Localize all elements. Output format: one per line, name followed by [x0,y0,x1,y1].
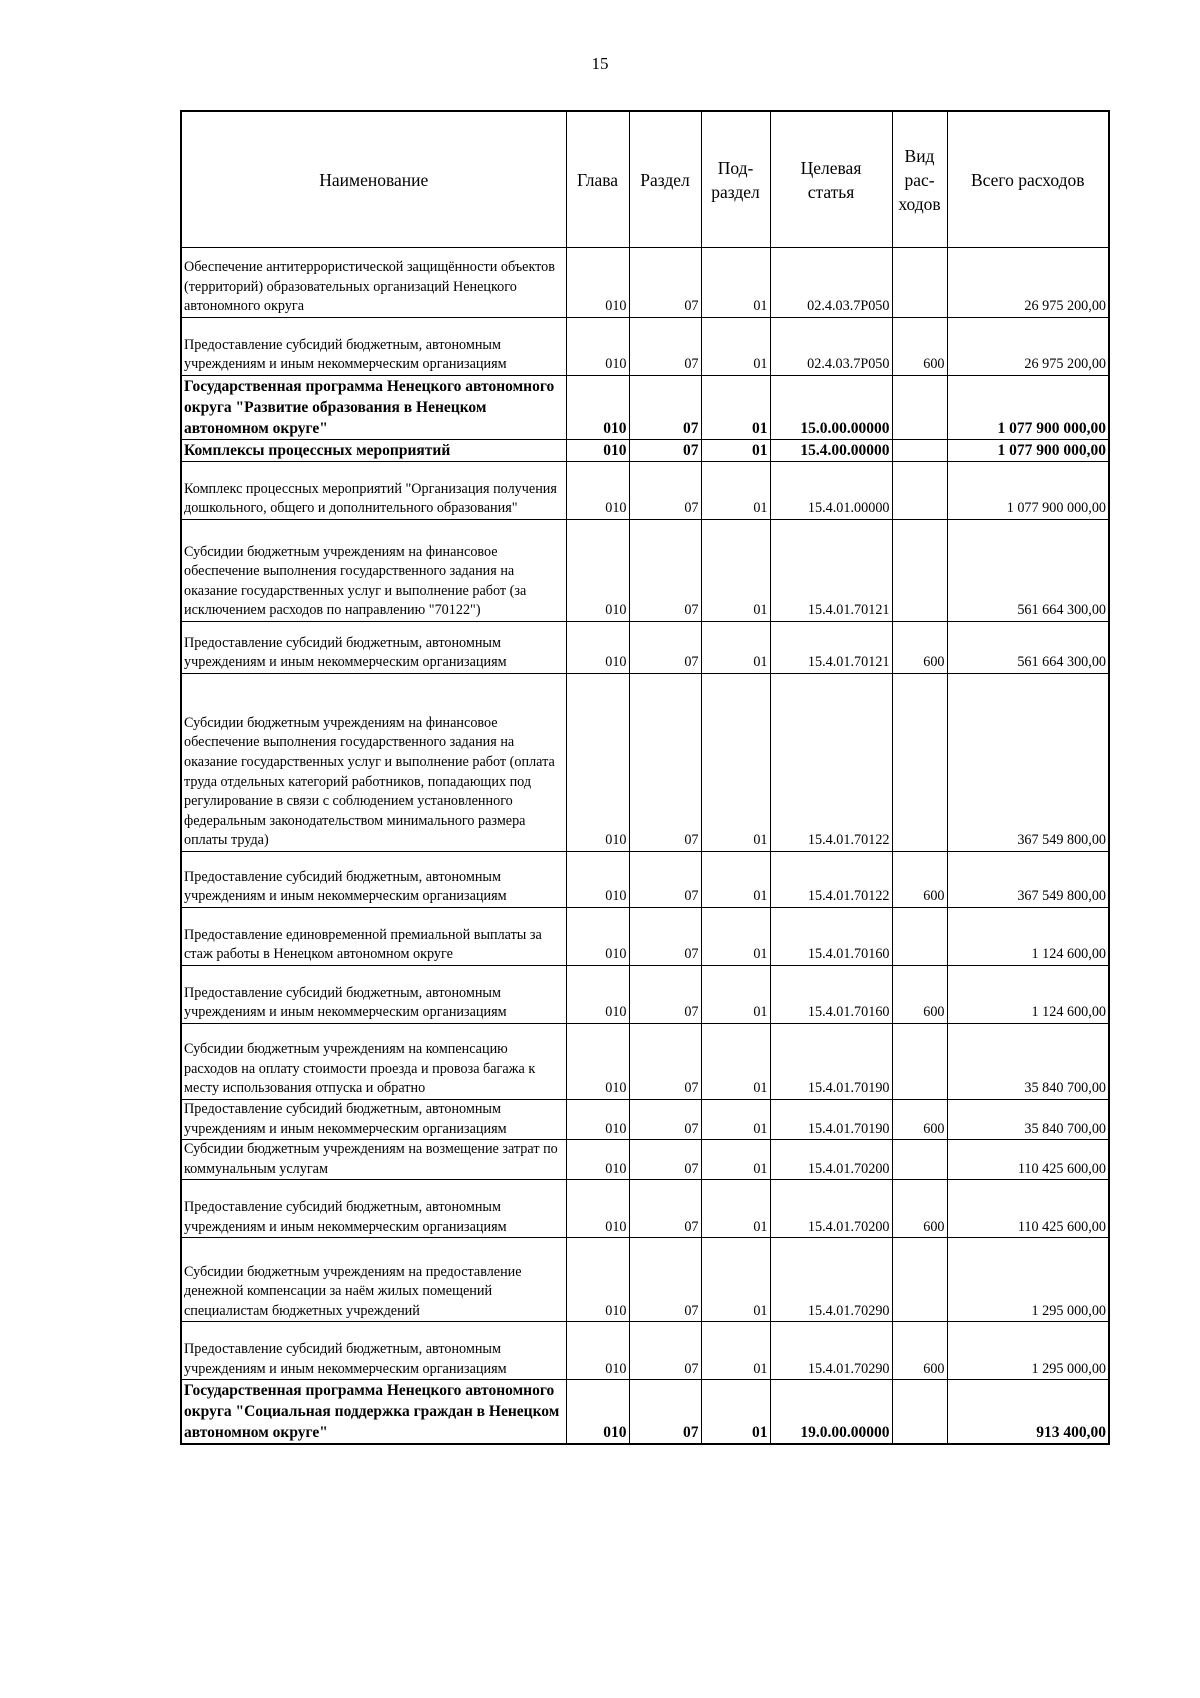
cell-razdel: 07 [629,1100,701,1140]
cell-glava: 010 [566,248,629,318]
cell-total: 35 840 700,00 [947,1024,1109,1100]
cell-vid: 600 [892,318,947,376]
page-number: 15 [591,54,609,73]
cell-glava: 010 [566,674,629,852]
cell-name: Предоставление субсидий бюджетным, автономным учреждениям и иным некоммерческим организациям [181,622,566,674]
cell-name: Государственная программа Ненецкого автономного округа "Развитие образования в Ненецком автономном округе" [181,376,566,440]
cell-name: Предоставление субсидий бюджетным, автономным учреждениям и иным некоммерческим организациям [181,852,566,908]
table-row [181,376,1109,440]
cell-vid [892,440,947,462]
cell-name: Предоставление субсидий бюджетным, автономным учреждениям и иным некоммерческим организациям [181,1100,566,1140]
cell-total: 1 077 900 000,00 [947,440,1109,462]
cell-glava: 010 [566,462,629,520]
cell-glava: 010 [566,376,629,440]
cell-razdel: 07 [629,248,701,318]
cell-total: 35 840 700,00 [947,1100,1109,1140]
cell-vid [892,1024,947,1100]
cell-podrazdel: 01 [701,1140,770,1180]
cell-podrazdel: 01 [701,1180,770,1238]
cell-statya: 15.4.01.00000 [770,462,892,520]
cell-glava: 010 [566,1380,629,1445]
cell-razdel: 07 [629,1322,701,1380]
cell-total: 561 664 300,00 [947,622,1109,674]
cell-razdel: 07 [629,376,701,440]
cell-razdel: 07 [629,852,701,908]
cell-razdel: 07 [629,440,701,462]
table-header-row [181,111,1109,248]
cell-razdel: 07 [629,318,701,376]
cell-podrazdel: 01 [701,1380,770,1445]
cell-total: 110 425 600,00 [947,1140,1109,1180]
table-row [181,318,1109,376]
cell-name: Предоставление субсидий бюджетным, автономным учреждениям и иным некоммерческим организациям [181,318,566,376]
cell-podrazdel: 01 [701,908,770,966]
header-total: Всего расходов [947,111,1109,248]
cell-name: Субсидии бюджетным учреждениям на компенсацию расходов на оплату стоимости проезда и провоза багажа к месту использования отпуска и обратно [181,1024,566,1100]
cell-razdel: 07 [629,1024,701,1100]
cell-vid: 600 [892,966,947,1024]
cell-total: 1 077 900 000,00 [947,376,1109,440]
header-razdel: Раздел [629,111,701,248]
cell-statya: 15.4.01.70122 [770,674,892,852]
cell-total: 367 549 800,00 [947,674,1109,852]
cell-podrazdel: 01 [701,622,770,674]
cell-razdel: 07 [629,966,701,1024]
cell-statya: 15.4.01.70290 [770,1238,892,1322]
budget-table [180,110,1110,1445]
cell-name: Обеспечение антитеррористической защищённости объектов (территорий) образовательных организаций Ненецкого автономного округа [181,248,566,318]
cell-statya: 02.4.03.7P050 [770,248,892,318]
cell-razdel: 07 [629,622,701,674]
cell-total: 1 124 600,00 [947,908,1109,966]
cell-total: 1 077 900 000,00 [947,462,1109,520]
cell-podrazdel: 01 [701,1322,770,1380]
table-row [181,966,1109,1024]
header-statya: Целевая статья [770,111,892,248]
cell-name: Предоставление субсидий бюджетным, автономным учреждениям и иным некоммерческим организациям [181,1322,566,1380]
cell-glava: 010 [566,1180,629,1238]
table-row [181,1380,1109,1445]
table-row [181,1024,1109,1100]
cell-statya: 02.4.03.7P050 [770,318,892,376]
cell-name: Предоставление единовременной премиальной выплаты за стаж работы в Ненецком автономном округе [181,908,566,966]
cell-statya: 15.4.00.00000 [770,440,892,462]
cell-glava: 010 [566,1140,629,1180]
cell-vid [892,462,947,520]
cell-glava: 010 [566,1100,629,1140]
cell-vid [892,1238,947,1322]
cell-razdel: 07 [629,1180,701,1238]
cell-vid [892,1380,947,1445]
cell-vid: 600 [892,1180,947,1238]
cell-razdel: 07 [629,908,701,966]
cell-statya: 15.4.01.70160 [770,966,892,1024]
cell-podrazdel: 01 [701,674,770,852]
cell-name: Предоставление субсидий бюджетным, автономным учреждениям и иным некоммерческим организациям [181,966,566,1024]
cell-vid: 600 [892,1322,947,1380]
cell-glava: 010 [566,966,629,1024]
header-glava: Глава [566,111,629,248]
cell-name: Субсидии бюджетным учреждениям на предоставление денежной компенсации за наём жилых помещений специалистам бюджетных учреждений [181,1238,566,1322]
table-row [181,622,1109,674]
cell-vid [892,520,947,622]
cell-vid: 600 [892,1100,947,1140]
cell-name: Субсидии бюджетным учреждениям на финансовое обеспечение выполнения государственного задания на оказание государственных услуг и выполнение работ (оплата труда отдельных категорий работников, попадающих под регулирование в связи с соблюдением установленного федеральным законодательством минимального размера оплаты труда) [181,674,566,852]
table-row [181,908,1109,966]
cell-razdel: 07 [629,1140,701,1180]
cell-total: 110 425 600,00 [947,1180,1109,1238]
cell-podrazdel: 01 [701,1100,770,1140]
table-row [181,462,1109,520]
cell-podrazdel: 01 [701,462,770,520]
cell-vid [892,908,947,966]
header-podrazdel: Под- раздел [701,111,770,248]
cell-podrazdel: 01 [701,1024,770,1100]
cell-statya: 15.4.01.70200 [770,1140,892,1180]
cell-name: Предоставление субсидий бюджетным, автономным учреждениям и иным некоммерческим организациям [181,1180,566,1238]
table-row [181,1140,1109,1180]
table-row [181,248,1109,318]
cell-name: Субсидии бюджетным учреждениям на финансовое обеспечение выполнения государственного задания на оказание государственных услуг и выполнение работ (за исключением расходов по направлению "70122") [181,520,566,622]
cell-podrazdel: 01 [701,1238,770,1322]
cell-glava: 010 [566,1322,629,1380]
cell-statya: 15.4.01.70200 [770,1180,892,1238]
table-row [181,852,1109,908]
cell-podrazdel: 01 [701,318,770,376]
cell-total: 913 400,00 [947,1380,1109,1445]
cell-glava: 010 [566,908,629,966]
cell-glava: 010 [566,622,629,674]
cell-vid [892,1140,947,1180]
table-row [181,1238,1109,1322]
cell-statya: 15.4.01.70290 [770,1322,892,1380]
cell-podrazdel: 01 [701,520,770,622]
table-row [181,1180,1109,1238]
cell-statya: 15.4.01.70190 [770,1024,892,1100]
cell-statya: 15.4.01.70160 [770,908,892,966]
cell-statya: 15.4.01.70121 [770,622,892,674]
cell-name: Государственная программа Ненецкого автономного округа "Социальная поддержка граждан в Ненецком автономном округе" [181,1380,566,1445]
cell-name: Комплекс процессных мероприятий "Организация получения дошкольного, общего и дополнительного образования" [181,462,566,520]
cell-glava: 010 [566,520,629,622]
cell-podrazdel: 01 [701,248,770,318]
cell-statya: 19.0.00.00000 [770,1380,892,1445]
cell-glava: 010 [566,852,629,908]
cell-statya: 15.4.01.70121 [770,520,892,622]
cell-glava: 010 [566,440,629,462]
cell-statya: 15.4.01.70122 [770,852,892,908]
cell-total: 1 124 600,00 [947,966,1109,1024]
cell-vid [892,248,947,318]
cell-vid: 600 [892,852,947,908]
table-row [181,1322,1109,1380]
cell-razdel: 07 [629,1380,701,1445]
cell-glava: 010 [566,1024,629,1100]
cell-total: 26 975 200,00 [947,248,1109,318]
cell-razdel: 07 [629,520,701,622]
cell-total: 26 975 200,00 [947,318,1109,376]
table-row [181,1100,1109,1140]
header-vid: Вид рас- ходов [892,111,947,248]
cell-podrazdel: 01 [701,376,770,440]
cell-total: 367 549 800,00 [947,852,1109,908]
cell-total: 1 295 000,00 [947,1322,1109,1380]
cell-name: Субсидии бюджетным учреждениям на возмещение затрат по коммунальным услугам [181,1140,566,1180]
table-row [181,440,1109,462]
cell-total: 561 664 300,00 [947,520,1109,622]
cell-vid [892,674,947,852]
cell-podrazdel: 01 [701,966,770,1024]
cell-podrazdel: 01 [701,852,770,908]
cell-statya: 15.0.00.00000 [770,376,892,440]
cell-razdel: 07 [629,1238,701,1322]
table-row [181,520,1109,622]
table-row [181,674,1109,852]
cell-glava: 010 [566,1238,629,1322]
cell-razdel: 07 [629,462,701,520]
cell-vid [892,376,947,440]
cell-name: Комплексы процессных мероприятий [181,440,566,462]
cell-podrazdel: 01 [701,440,770,462]
cell-glava: 010 [566,318,629,376]
cell-vid: 600 [892,622,947,674]
cell-statya: 15.4.01.70190 [770,1100,892,1140]
header-name: Наименование [181,111,566,248]
cell-total: 1 295 000,00 [947,1238,1109,1322]
cell-razdel: 07 [629,674,701,852]
